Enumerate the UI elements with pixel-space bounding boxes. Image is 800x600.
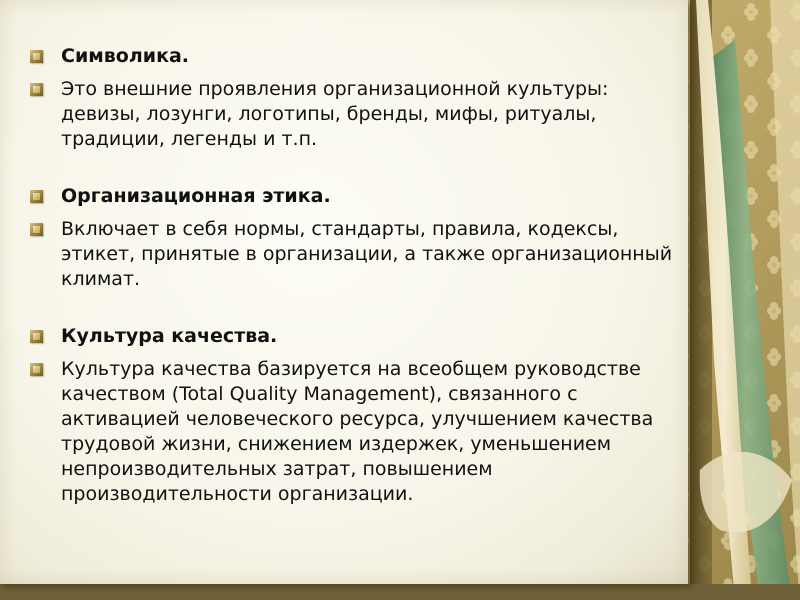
list-item [28,324,678,349]
list-item [28,184,678,209]
heading-quality-culture: Культура качества. [61,325,278,347]
paragraph-quality-culture: Культура качества базируется на всеобщем руководстве качеством (Total Quality Management), связанного с активацией человеческого ресурса, улучшением качества трудовой жизни, снижением издержек, уменьшением непроизводительных затрат, повышением производительности организации. [61,358,654,505]
heading-symbolism: Символика. [61,45,190,67]
square-bullet-icon [30,363,43,376]
square-bullet-icon [30,190,43,203]
square-bullet-icon [30,330,43,343]
heading-ethics: Организационная этика. [61,185,331,207]
square-bullet-icon [30,223,43,236]
list-item [28,357,678,507]
paragraph-ethics: Включает в себя нормы, стандарты, правила, кодексы, этикет, принятые в организации, а также организационный климат. [61,218,673,290]
bullet-list [28,44,678,515]
list-item [28,44,678,69]
list-item [28,217,678,292]
square-bullet-icon [30,83,43,96]
square-bullet-icon [30,50,43,63]
paragraph-symbolism: Это внешние проявления организационной культуры: девизы, лозунги, логотипы, бренды, мифы, ритуалы, традиции, легенды и т.п. [61,78,609,150]
list-item [28,77,678,152]
